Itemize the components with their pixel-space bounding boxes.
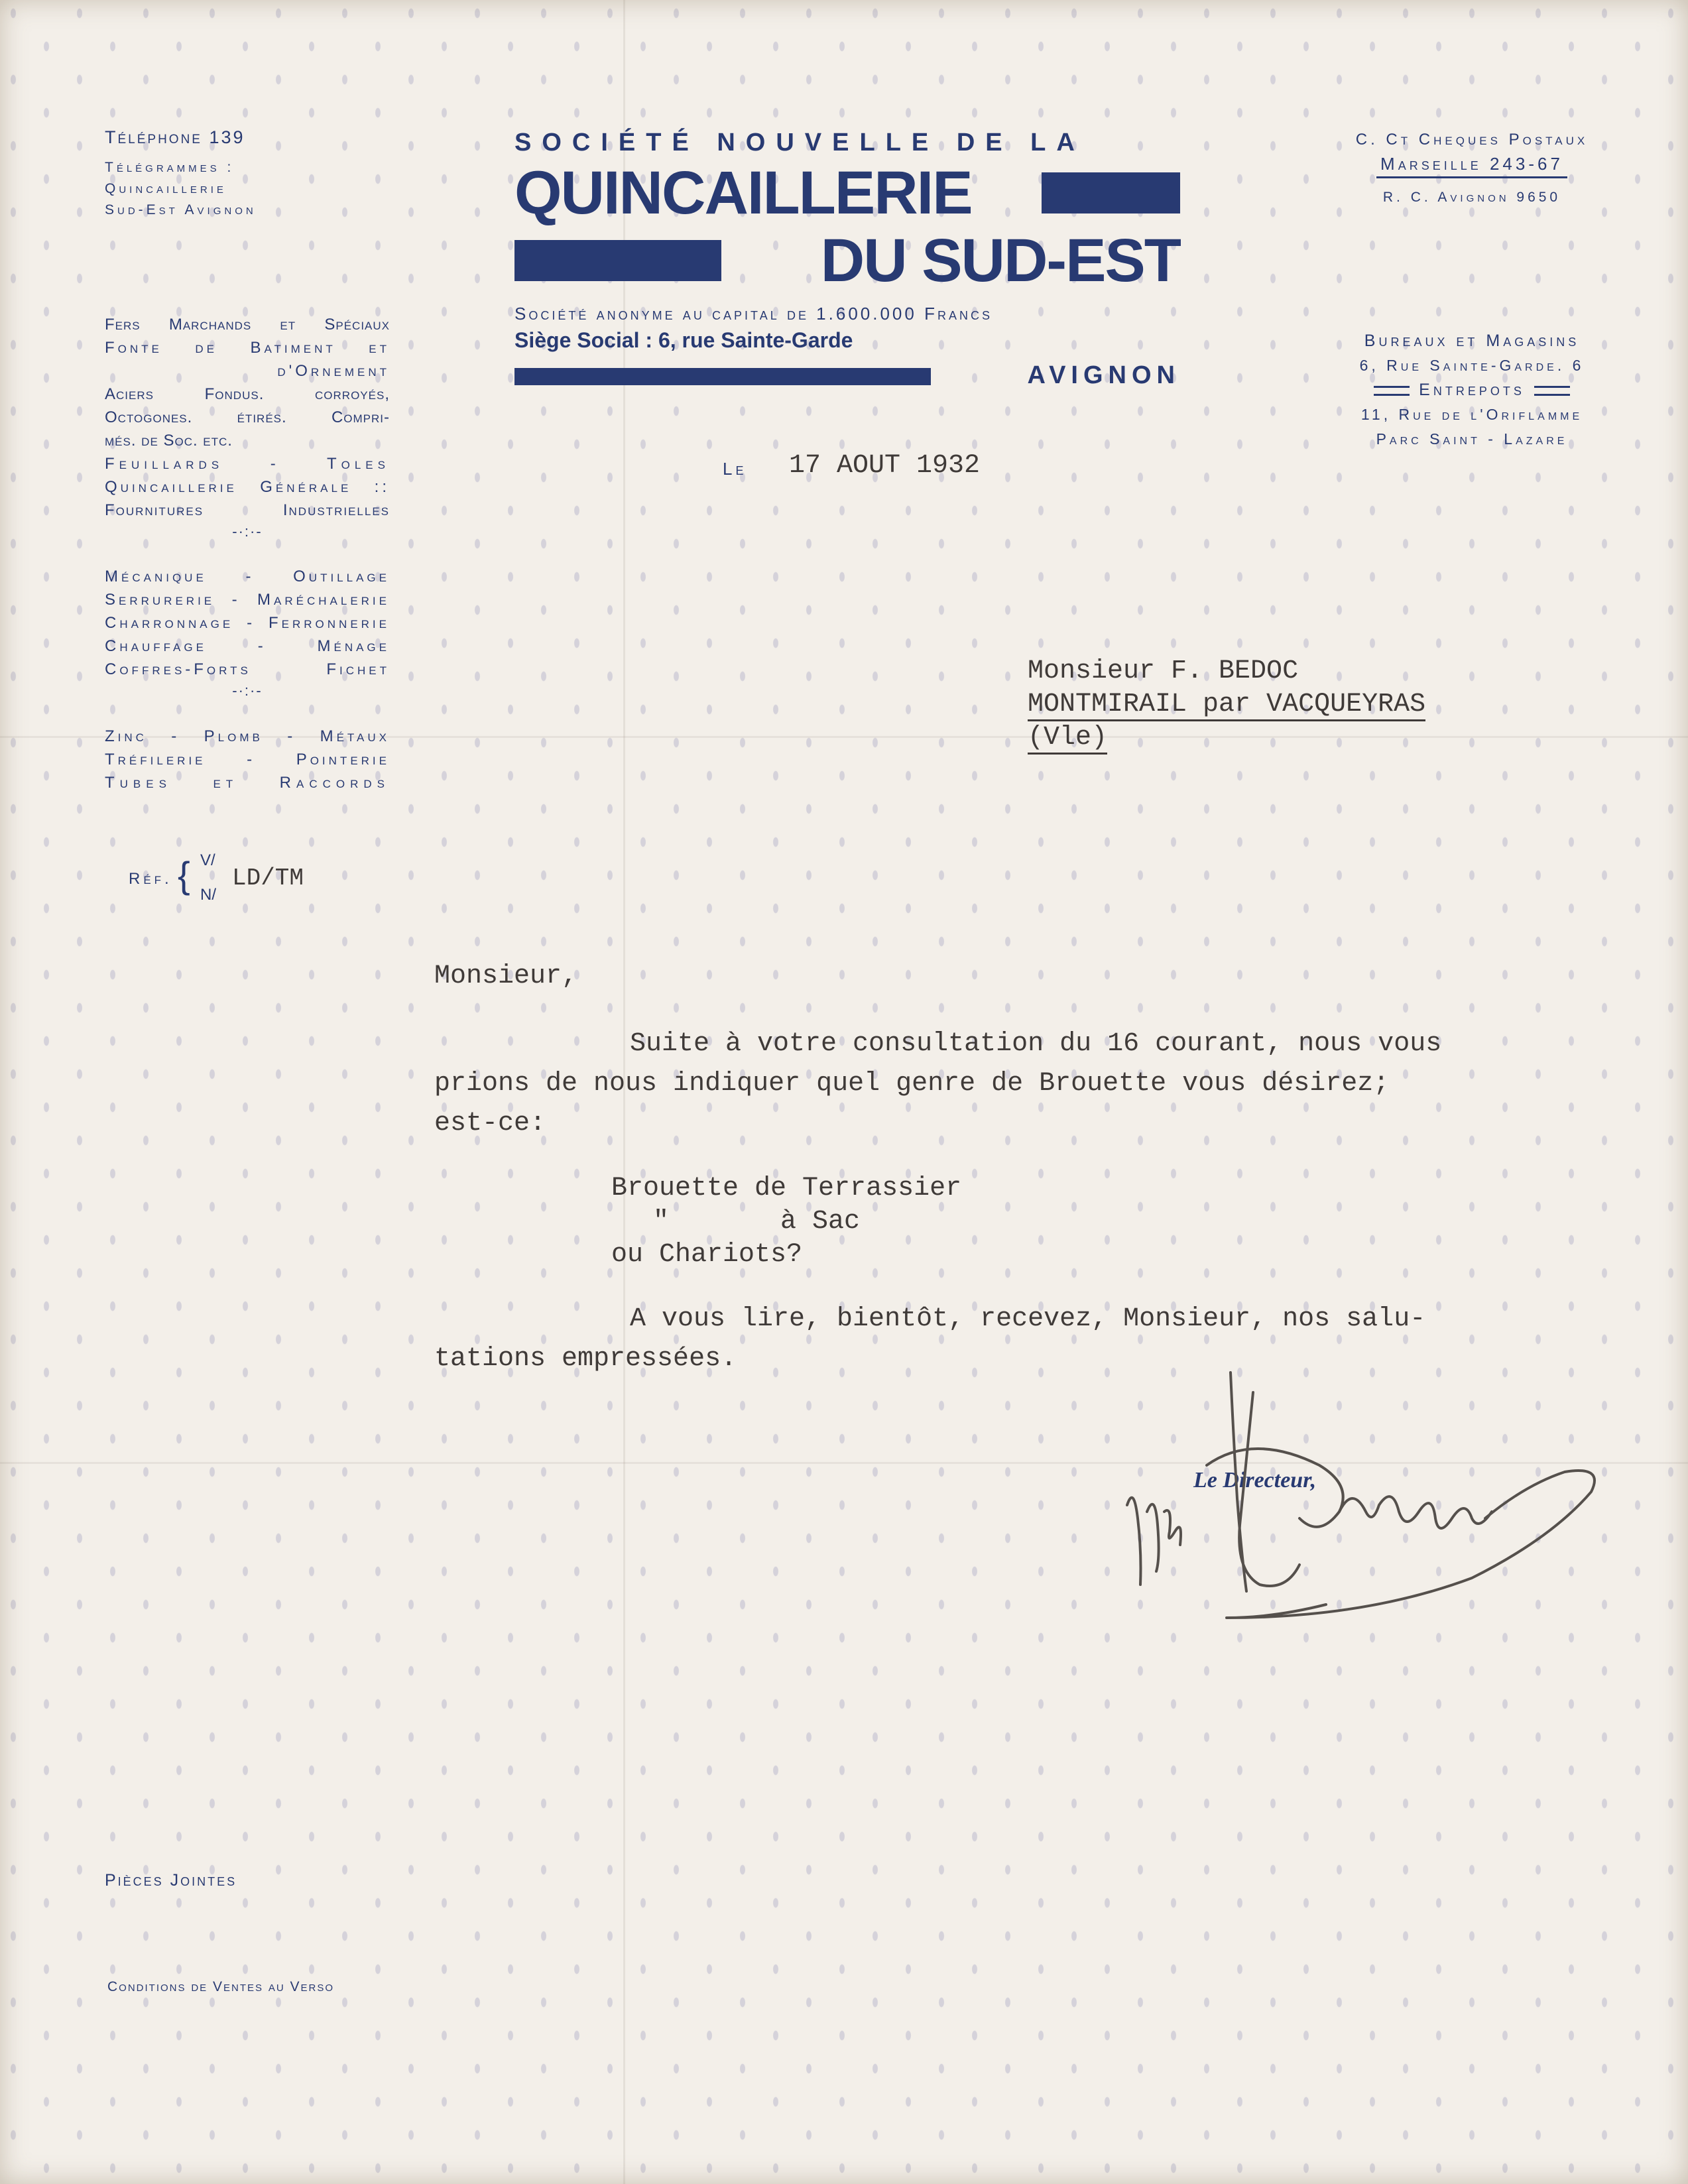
parc-line: Parc Saint - Lazare: [1376, 430, 1568, 448]
option-line: ou Chariots?: [611, 1240, 803, 1270]
rue-line: 6, Rue Sainte-Garde. 6: [1359, 357, 1585, 374]
marseille-line: Marseille 243-67: [1376, 152, 1567, 178]
reference-label: Réf.: [129, 870, 172, 888]
product-line: Octogones. étirés. Compri-: [105, 408, 390, 426]
product-line: Fournitures Industrielles: [105, 501, 390, 519]
body-line: prions de nous indiquer quel genre de Brouette vous désirez;: [434, 1069, 1390, 1099]
option-line: " à Sac: [653, 1207, 861, 1237]
reference-brace: {: [178, 854, 190, 896]
company-letterhead: [514, 126, 1180, 393]
product-line: Quincaillerie Générale ::: [105, 478, 390, 496]
entrepots-line: [1333, 378, 1611, 402]
body-line: Suite à votre consultation du 16 courant, nous vous: [630, 1029, 1442, 1059]
body-line: est-ce:: [434, 1109, 546, 1138]
product-line: Feuillards - Toles: [105, 455, 390, 473]
divider: [1374, 386, 1410, 396]
product-line: Aciers Fondus. corroyés,: [105, 385, 390, 403]
letter-date: 17 AOUT 1932: [789, 451, 981, 481]
letter-salutation: Monsieur,: [434, 961, 578, 991]
products-block-3: [105, 725, 390, 794]
product-line: més. de Soc. etc.: [105, 432, 233, 450]
divider: [1534, 386, 1570, 396]
company-capital: Société anonyme au capital de 1.600.000 Francs: [514, 304, 993, 324]
products-block-2: [105, 565, 390, 701]
product-line: Tréfilerie - Pointerie: [105, 751, 390, 768]
bureaux-line: Bureaux et Magasins: [1364, 332, 1580, 350]
option-line: Brouette de Terrassier: [611, 1174, 962, 1203]
product-line: Fonte de Batiment et: [105, 339, 390, 357]
recipient-region: (Vle): [1028, 723, 1107, 755]
product-line: Serrurerie - Maréchalerie: [105, 591, 390, 609]
reference-v: V/: [200, 851, 215, 869]
pieces-jointes: Pièces Jointes: [105, 1871, 237, 1890]
signature-title: Le Directeur,: [1193, 1468, 1317, 1492]
head-office: Siège Social : 6, rue Sainte-Garde: [514, 328, 853, 352]
product-line: Charronnage - Ferronnerie: [105, 614, 390, 632]
closing-line: tations empressées.: [434, 1344, 737, 1374]
product-line: Coffres-Forts Fichet: [105, 660, 390, 678]
telegram-line: Sud-Est Avignon: [105, 202, 257, 217]
ornament: -·:·-: [232, 682, 263, 699]
rc-line: R. C. Avignon 9650: [1382, 190, 1561, 205]
company-city: AVIGNON: [1027, 361, 1180, 389]
product-line: Zinc - Plomb - Métaux: [105, 727, 390, 745]
logo-bar: [1042, 172, 1180, 213]
product-line: Mécanique - Outillage: [105, 568, 390, 585]
recipient-name: Monsieur F. BEDOC: [1028, 656, 1299, 686]
product-line: d'Ornement: [277, 362, 390, 380]
contact-block: [105, 126, 390, 221]
logo-bar: [514, 368, 931, 385]
logo-bar: [514, 240, 721, 281]
telegram-line: Télégrammes :: [105, 160, 235, 175]
product-line: Fers Marchands et Spéciaux: [105, 316, 390, 334]
company-name-1: QUINCAILLERIE: [514, 159, 972, 227]
address-block: [1333, 329, 1611, 452]
conditions-note: Conditions de Ventes au Verso: [107, 1979, 335, 1994]
company-line-1: SOCIÉTÉ NOUVELLE DE LA: [514, 129, 1085, 156]
oriflamme-line: 11, Rue de l'Oriflamme: [1360, 406, 1583, 423]
recipient-address: MONTMIRAIL par VACQUEYRAS: [1028, 690, 1425, 721]
company-name-2: DU SUD-EST: [820, 227, 1180, 294]
entrepots-label: Entrepots: [1419, 381, 1525, 399]
product-line: Chauffage - Ménage: [105, 637, 390, 655]
ornament: -·:·-: [232, 523, 263, 540]
reference-n: N/: [200, 886, 216, 904]
banking-block: [1333, 127, 1611, 210]
telegram-line: Quincaillerie: [105, 181, 227, 196]
telephone: Téléphone 139: [105, 127, 245, 147]
handwritten-signature: [1101, 1353, 1618, 1644]
products-block-1: [105, 313, 390, 542]
closing-line: A vous lire, bientôt, recevez, Monsieur, nos salu-: [630, 1304, 1426, 1334]
cheques-line: C. Ct Cheques Postaux: [1355, 131, 1589, 149]
date-label: Le: [723, 459, 747, 479]
reference-value: LD/TM: [232, 865, 304, 892]
product-line: Tubes et Raccords: [105, 774, 390, 792]
